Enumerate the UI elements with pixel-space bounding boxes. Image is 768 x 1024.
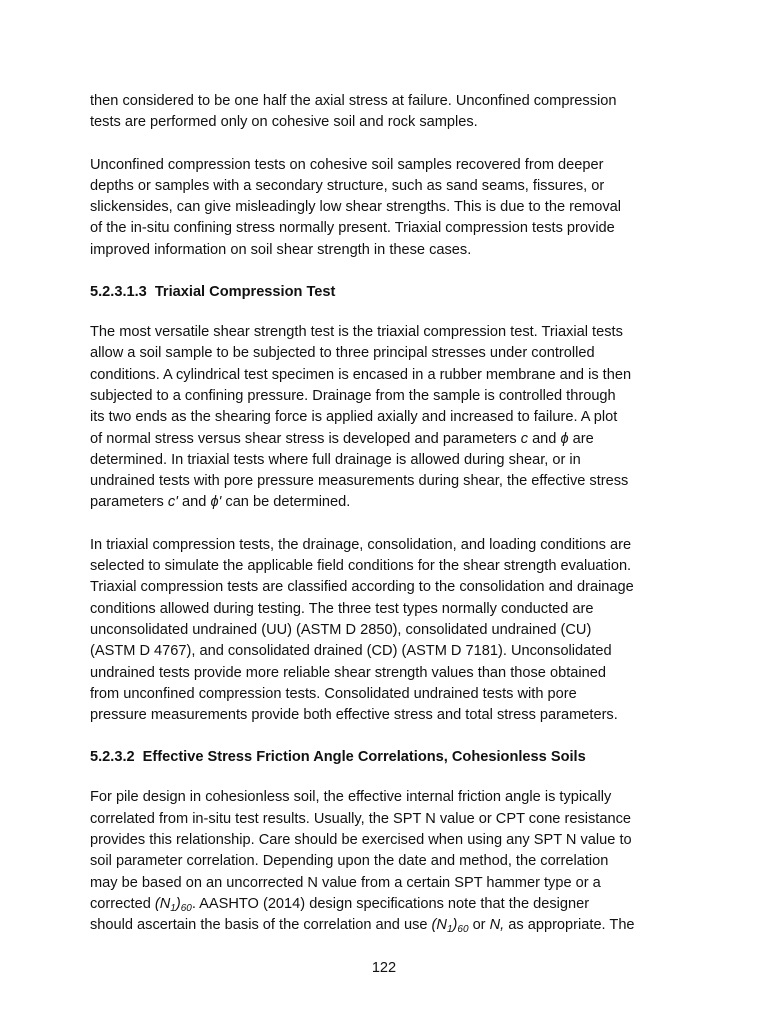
text-line: allow a soil sample to be subjected to three principal stresses under controlled <box>90 345 595 362</box>
text-run: can be determined. <box>221 494 351 511</box>
text-run: . AASHTO (2014) design specifications note that the designer <box>191 895 590 912</box>
page-content <box>90 91 690 958</box>
text-line: conditions. A cylindrical test specimen is encased in a rubber membrane and is then <box>90 366 632 383</box>
text-line: may be based on an uncorrected N value from a certain SPT hammer type or a <box>90 874 601 891</box>
friction-angle-symbol: ϕ <box>560 430 569 447</box>
text-line: For pile design in cohesionless soil, the effective internal friction angle is typically <box>90 789 612 806</box>
text-run: are <box>568 430 594 447</box>
text-line: depths or samples with a secondary structure, such as sand seams, fissures, or <box>90 177 605 194</box>
text-run: corrected <box>90 895 155 912</box>
section-number: 5.2.3.2 <box>90 749 135 766</box>
text-run: should ascertain the basis of the correlation and use <box>90 917 432 934</box>
section-title: Triaxial Compression Test <box>154 284 336 301</box>
text-line: unconsolidated undrained (UU) (ASTM D 2850), consolidated undrained (CU) <box>90 621 592 638</box>
text-run: and <box>177 494 211 511</box>
text-line: Unconfined compression tests on cohesive soil samples recovered from deeper <box>90 156 604 173</box>
text-run: of normal stress versus shear stress is developed and parameters <box>90 430 521 447</box>
text-line: subjected to a confining pressure. Drainage from the sample is controlled through <box>90 387 616 404</box>
text-run: and <box>528 430 561 447</box>
section-heading-friction-angle <box>90 747 690 768</box>
text-line <box>90 429 690 450</box>
text-line: improved information on soil shear strength in these cases. <box>90 241 472 258</box>
text-line: then considered to be one half the axial stress at failure. Unconfined compression <box>90 93 617 109</box>
text-line: In triaxial compression tests, the drainage, consolidation, and loading conditions are <box>90 536 632 553</box>
text-line: soil parameter correlation. Depending upon the date and method, the correlation <box>90 853 609 870</box>
text-line: The most versatile shear strength test is the triaxial compression test. Triaxial tests <box>90 324 623 341</box>
text-line: undrained tests provide more reliable shear strength values than those obtained <box>90 664 606 681</box>
text-line: determined. In triaxial tests where full drainage is allowed during shear, or in <box>90 451 581 468</box>
section-title: Effective Stress Friction Angle Correlations, Cohesionless Soils <box>142 749 586 766</box>
page-number: 122 <box>371 960 397 976</box>
text-line: of the in-situ confining stress normally present. Triaxial compression tests provide <box>90 220 615 237</box>
text-line: from unconfined compression tests. Consolidated undrained tests with pore <box>90 685 577 702</box>
paragraph-unconfined-limitations <box>90 155 690 261</box>
text-run: or <box>468 917 490 934</box>
paragraph-triaxial-description <box>90 322 690 514</box>
section-heading-triaxial <box>90 282 690 303</box>
text-line: correlated from in-situ test results. Usually, the SPT N value or CPT cone resistance <box>90 810 631 827</box>
text-line: Triaxial compression tests are classified according to the consolidation and drainage <box>90 579 634 596</box>
paragraph-pile-design <box>90 787 690 936</box>
text-line: provides this relationship. Care should be exercised when using any SPT N value to <box>90 832 632 849</box>
n-symbol: N, <box>489 917 505 934</box>
text-line: its two ends as the shearing force is applied axially and increased to failure. A plot <box>90 409 618 426</box>
text-line: conditions allowed during testing. The three test types normally conducted are <box>90 600 594 617</box>
section-number: 5.2.3.1.3 <box>90 284 147 301</box>
text-line: selected to simulate the applicable field conditions for the shear strength evaluation. <box>90 558 632 575</box>
cohesion-symbol: c <box>520 430 529 447</box>
text-line: slickensides, can give misleadingly low shear strengths. This is due to the removal <box>90 199 622 216</box>
text-line <box>90 492 690 513</box>
effective-cohesion-symbol: c' <box>167 494 178 511</box>
effective-friction-angle-symbol: ϕ' <box>210 494 222 511</box>
text-line: (ASTM D 4767), and consolidated drained (CD) (ASTM D 7181). Unconsolidated <box>90 643 612 660</box>
text-line: undrained tests with pore pressure measurements during shear, the effective stress <box>90 473 629 490</box>
text-run: as appropriate. The <box>504 917 635 934</box>
text-line <box>90 894 690 915</box>
paragraph-unconfined-end <box>90 91 690 134</box>
n160-symbol: $(N_1)_{60}$ <box>154 895 192 914</box>
paragraph-triaxial-types <box>90 535 690 727</box>
n160-symbol: $(N_1)_{60}$ <box>431 917 469 936</box>
text-line: tests are performed only on cohesive soil and rock samples. <box>90 114 478 131</box>
text-run: parameters <box>90 494 168 511</box>
text-line <box>90 915 690 936</box>
text-line: pressure measurements provide both effective stress and total stress parameters. <box>90 707 618 724</box>
